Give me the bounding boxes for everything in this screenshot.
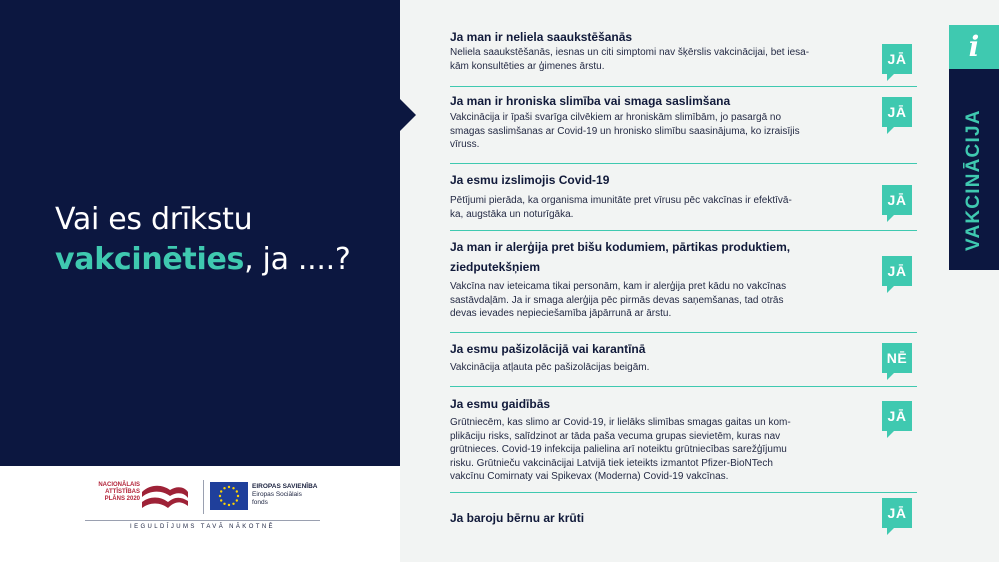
body-line: sastāvdaļām. Ja ir smaga alerģija pēc pirmās devas saņemšanas, tad otrās (450, 294, 784, 306)
eu-flag-icon (210, 482, 248, 510)
item-title (450, 237, 790, 277)
item-divider (450, 332, 917, 333)
footer-line (85, 520, 320, 521)
body-line: Vakcīna nav ieteicama tikai personām, kam ir alerģija pret kādu no vakcīnas (450, 281, 787, 292)
item-title: Ja man ir hroniska slimība vai smaga saslimšana (450, 94, 731, 108)
eu-fund: Eiropas Sociālais fonds (252, 491, 302, 506)
item-body (450, 416, 860, 484)
body-line: Neliela saaukstēšanās, iesnas un citi simptomi nav šķērslis vakcinācijai, bet iesa- (450, 47, 810, 58)
title-line: Ja man ir alerģija pret bišu kodumiem, pārtikas produktiem, (450, 240, 791, 254)
body-line: ka, augstāka un noturīgāka. (450, 208, 574, 220)
info-icon: i (949, 25, 999, 69)
body-line: devas ievades nepieciešamība jāpārrunā ar ārstu. (450, 308, 672, 319)
body-line: Vakcinācija atļauta pēc pašizolācijas beigām. (450, 362, 650, 373)
latvia-flag-logo (140, 482, 190, 512)
body-line: Grūtniecēm, kas slimo ar Covid-19, ir lielāks slimības smagas gaitas un kom- (450, 417, 791, 428)
body-line: Pētījumi pierāda, ka organisma imunitāte pret vīrusu pēc vakcīnas ir efektīvā- (450, 195, 792, 206)
headline-rest: , ja ....? (244, 242, 351, 277)
item-body (450, 280, 860, 321)
item-divider (450, 163, 917, 164)
eu-title: EIROPAS SAVIENĪBA (252, 483, 318, 490)
footer-slogan: IEGULDĪJUMS TAVĀ NĀKOTNĒ (130, 524, 275, 530)
body-line: plikāciju risks, salīdzinot ar tāda paša vecuma grupas sievietēm, kuras nav (450, 430, 781, 442)
body-line: vakcīnu Comirnaty vai Spikevax (Moderna) Covid-19 vakcīnas. (450, 471, 729, 482)
answer-badge: NĒ (882, 343, 912, 373)
headline (55, 200, 385, 280)
body-line: smagas saslimšanas ar Covid-19 un hronisko slimību saasinājuma, ko izraisījis (450, 125, 800, 137)
item-body (450, 111, 860, 152)
eu-logo-text (252, 483, 318, 507)
panel-pointer (400, 99, 416, 131)
body-line: Vakcinācija ir īpaši svarīga cilvēkiem ar hroniskām slimībām, jo pasargā no (450, 112, 782, 123)
left-panel (0, 0, 400, 466)
answer-badge: JĀ (882, 97, 912, 127)
footer-divider (203, 480, 204, 514)
answer-badge: JĀ (882, 44, 912, 74)
body-line: vīruss. (450, 139, 480, 150)
item-title: Ja esmu gaidībās (450, 397, 551, 411)
headline-line2 (55, 240, 385, 280)
item-title: Ja baroju bērnu ar krūti (450, 511, 585, 525)
item-title: Ja esmu pašizolācijā vai karantīnā (450, 342, 646, 356)
item-divider (450, 386, 917, 387)
nap-logo-text: NACIONĀLAIS ATTĪSTĪBAS PLĀNS 2020 (98, 482, 140, 502)
side-tab (949, 25, 999, 270)
item-divider (450, 230, 917, 231)
body-line: risku. Grūtnieču vakcinācijai Latvijā tiek ieteikts izmantot Pfizer-BioNTech (450, 457, 773, 469)
item-divider (450, 492, 917, 493)
answer-badge: JĀ (882, 401, 912, 431)
item-divider (450, 86, 917, 87)
footer-logos (0, 466, 400, 562)
item-title: Ja man ir neliela saaukstēšanās (450, 30, 633, 44)
item-title: Ja esmu izslimojis Covid-19 (450, 173, 610, 187)
side-tab-label: VAKCINĀCIJA (963, 109, 984, 251)
answer-badge: JĀ (882, 185, 912, 215)
item-body (450, 46, 860, 73)
answer-badge: JĀ (882, 256, 912, 286)
body-line: kām konsultēties ar ģimenes ārstu. (450, 60, 605, 72)
item-body (450, 361, 860, 375)
body-line: grūtnieces. Covid-19 infekcija palielina arī noteiktu grūtniecības sarežģījumu (450, 444, 787, 455)
headline-line1: Vai es drīkstu (55, 202, 253, 237)
headline-accent: vakcinēties (55, 242, 245, 277)
item-body (450, 194, 860, 221)
answer-badge: JĀ (882, 498, 912, 528)
title-line: ziedputekšņiem (450, 260, 541, 274)
